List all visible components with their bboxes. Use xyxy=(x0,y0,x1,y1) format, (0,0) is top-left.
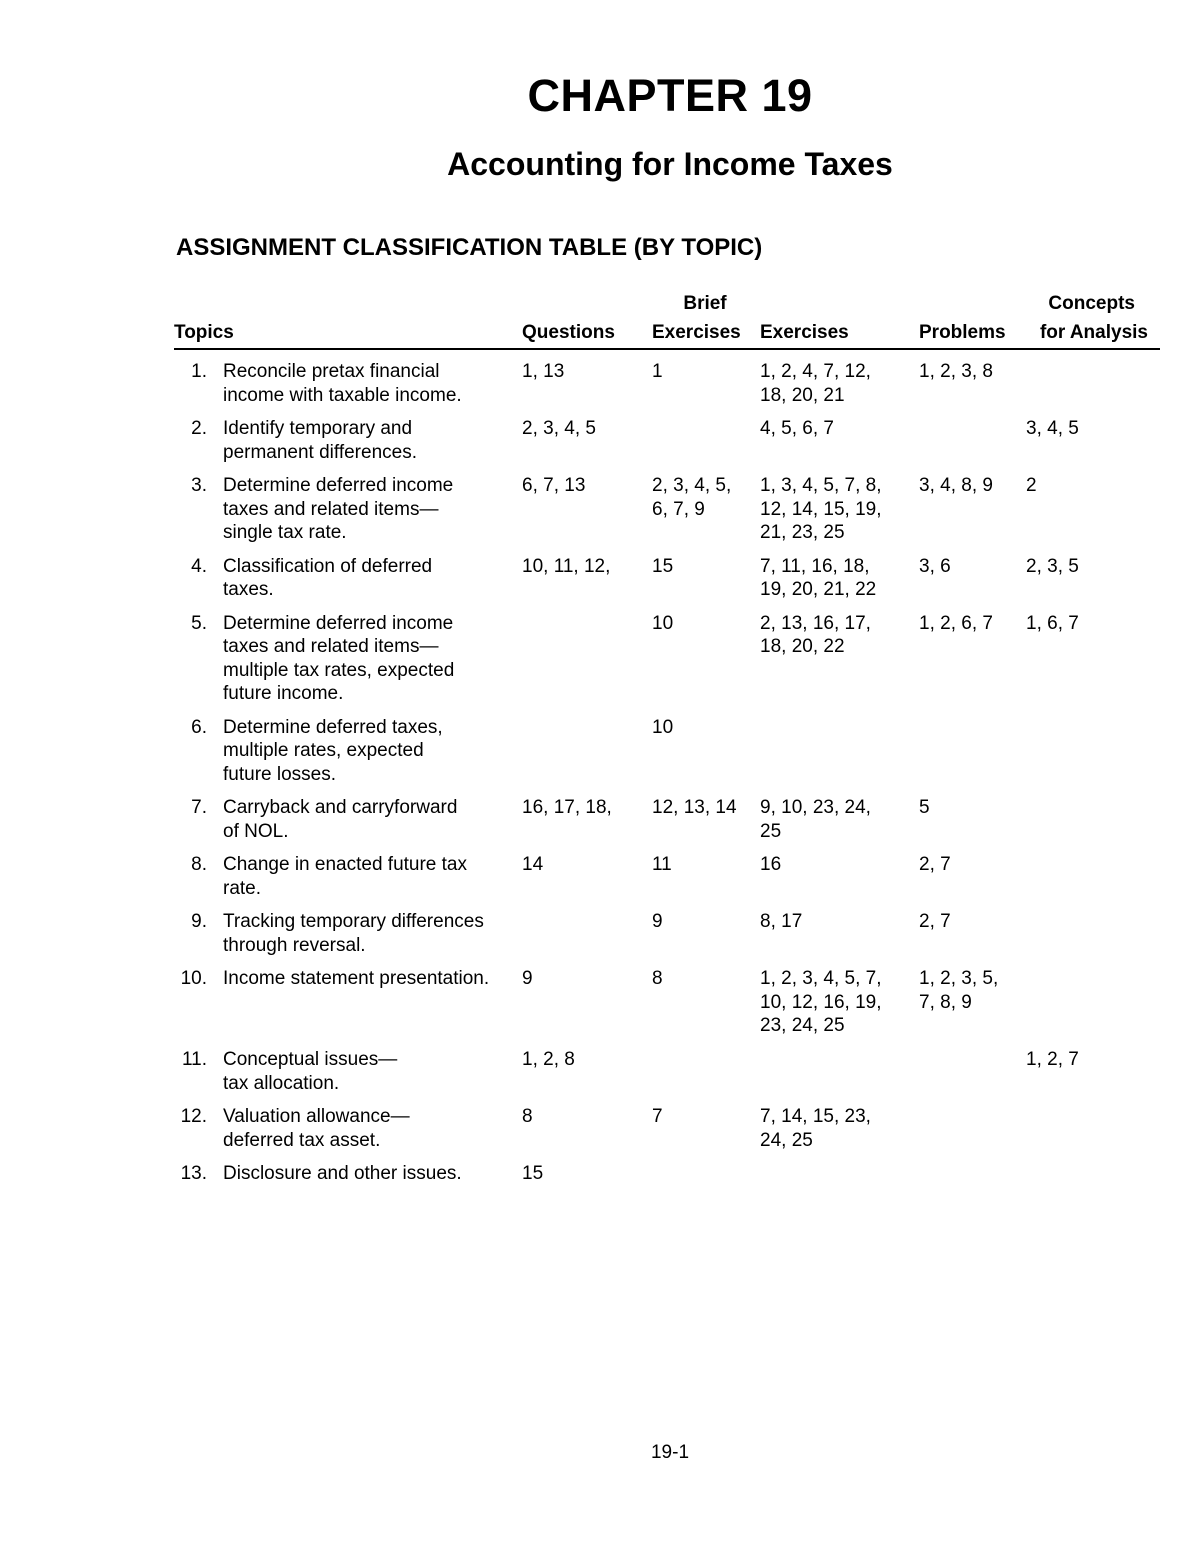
table-row xyxy=(174,1152,1160,1186)
topic-cell: Tracking temporary differences through reversal. xyxy=(223,911,484,956)
table-row xyxy=(174,1095,1160,1152)
questions-cell: 2, 3, 4, 5 xyxy=(522,418,596,439)
questions-cell: 6, 7, 13 xyxy=(522,475,586,496)
exercises-cell: 7, 14, 15, 23, 24, 25 xyxy=(760,1106,871,1151)
exercises-cell: 4, 5, 6, 7 xyxy=(760,418,834,439)
topic-cell: Conceptual issues— tax allocation. xyxy=(223,1049,398,1094)
problems-cell: 2, 7 xyxy=(919,854,951,875)
problems-cell: 2, 7 xyxy=(919,911,951,932)
brief-exercises-cell: 7 xyxy=(652,1106,663,1127)
exercises-cell: 16 xyxy=(760,854,782,875)
header-concepts-top: Concepts xyxy=(1048,293,1135,314)
topic-cell: Change in enacted future tax rate. xyxy=(223,854,468,899)
topic-cell: Determine deferred taxes, multiple rates, expected future losses. xyxy=(223,716,443,785)
topic-cell: Income statement presentation. xyxy=(223,968,490,989)
brief-exercises-cell: 10 xyxy=(652,612,674,634)
problems-cell: 3, 6 xyxy=(919,555,951,577)
table-row xyxy=(174,843,1160,900)
exercises-cell: 8, 17 xyxy=(760,911,803,932)
table-row xyxy=(174,1038,1160,1095)
header-concepts-bottom: for Analysis xyxy=(1039,322,1148,343)
row-number: 2. xyxy=(191,418,207,439)
table-row xyxy=(174,900,1160,957)
table-row xyxy=(174,957,1160,1038)
concepts-cell: 2 xyxy=(1026,475,1037,496)
exercises-cell: 9, 10, 23, 24, 25 xyxy=(760,797,871,842)
exercises-cell: 2, 13, 16, 17, 18, 20, 22 xyxy=(760,612,871,657)
brief-exercises-cell: 11 xyxy=(652,854,672,875)
row-number: 7. xyxy=(191,797,207,818)
concepts-cell: 2, 3, 5 xyxy=(1026,555,1079,577)
page-number: 19-1 xyxy=(650,1442,690,1463)
row-number: 6. xyxy=(191,716,207,738)
problems-cell: 1, 2, 3, 5, 7, 8, 9 xyxy=(919,968,999,1013)
row-number: 3. xyxy=(191,475,207,496)
problems-cell: 3, 4, 8, 9 xyxy=(919,475,993,496)
topic-cell: Disclosure and other issues. xyxy=(223,1163,462,1184)
header-brief-bottom: Exercises xyxy=(652,322,741,343)
brief-exercises-cell: 15 xyxy=(652,555,674,577)
concepts-cell: 1, 2, 7 xyxy=(1026,1049,1079,1070)
topic-cell: Carryback and carryforward of NOL. xyxy=(223,797,458,842)
questions-cell: 16, 17, 18, xyxy=(522,797,612,818)
assignment-classification-table xyxy=(174,292,1160,1186)
questions-cell: 1, 13 xyxy=(522,361,565,382)
questions-cell: 10, 11, 12, xyxy=(522,555,611,577)
header-topics: Topics xyxy=(174,322,234,343)
questions-cell: 1, 2, 8 xyxy=(522,1049,575,1070)
questions-cell: 8 xyxy=(522,1106,533,1127)
table-row xyxy=(174,786,1160,843)
topic-cell: Valuation allowance— deferred tax asset. xyxy=(223,1106,410,1151)
exercises-cell: 7, 11, 16, 18, 19, 20, 21, 22 xyxy=(760,555,877,600)
table-header xyxy=(174,292,1160,350)
header-brief-top: Brief xyxy=(683,293,727,314)
row-number: 9. xyxy=(191,911,207,932)
concepts-cell: 1, 6, 7 xyxy=(1026,612,1079,634)
brief-exercises-cell: 10 xyxy=(652,716,674,738)
topic-cell: Classification of deferred taxes. xyxy=(223,555,433,600)
problems-cell: 1, 2, 3, 8 xyxy=(919,361,993,382)
brief-exercises-cell: 8 xyxy=(652,968,663,989)
problems-cell: 1, 2, 6, 7 xyxy=(919,612,993,634)
brief-exercises-cell: 12, 13, 14 xyxy=(652,797,737,818)
table-row xyxy=(174,706,1160,787)
exercises-cell: 1, 2, 3, 4, 5, 7, 10, 12, 16, 19, 23, 24, 25 xyxy=(760,968,882,1036)
row-number: 11. xyxy=(181,1049,207,1070)
table-row xyxy=(174,602,1160,706)
table-row xyxy=(174,545,1160,602)
topic-cell: Determine deferred income taxes and related items— multiple tax rates, expected future income. xyxy=(223,612,455,704)
exercises-cell: 1, 3, 4, 5, 7, 8, 12, 14, 15, 19, 21, 23, 25 xyxy=(760,475,882,543)
chapter-title: CHAPTER 19 xyxy=(527,70,813,121)
exercises-cell: 1, 2, 4, 7, 12, 18, 20, 21 xyxy=(760,361,871,406)
table-row xyxy=(174,464,1160,545)
questions-cell: 14 xyxy=(522,854,544,875)
concepts-cell: 3, 4, 5 xyxy=(1026,418,1079,439)
row-number: 13. xyxy=(180,1163,207,1184)
row-number: 4. xyxy=(191,555,207,577)
brief-exercises-cell: 2, 3, 4, 5, 6, 7, 9 xyxy=(652,475,732,520)
topic-cell: Determine deferred income taxes and related items— single tax rate. xyxy=(223,475,454,543)
questions-cell: 15 xyxy=(522,1163,544,1184)
header-exercises: Exercises xyxy=(760,322,849,343)
chapter-subtitle: Accounting for Income Taxes xyxy=(447,146,893,182)
row-number: 12. xyxy=(180,1106,207,1127)
table-row xyxy=(174,407,1160,464)
row-number: 5. xyxy=(191,612,207,634)
row-number: 10. xyxy=(180,968,207,989)
section-heading: ASSIGNMENT CLASSIFICATION TABLE (BY TOPIC) xyxy=(176,234,763,261)
header-questions: Questions xyxy=(522,322,615,343)
topic-cell: Identify temporary and permanent differences. xyxy=(223,418,417,463)
header-problems: Problems xyxy=(919,322,1006,343)
brief-exercises-cell: 9 xyxy=(652,911,663,932)
questions-cell: 9 xyxy=(522,968,533,989)
topic-cell: Reconcile pretax financial income with taxable income. xyxy=(223,361,462,406)
row-number: 1. xyxy=(191,361,207,382)
table-body xyxy=(174,350,1160,1186)
problems-cell: 5 xyxy=(919,797,930,818)
brief-exercises-cell: 1 xyxy=(652,361,663,382)
row-number: 8. xyxy=(191,854,207,875)
table-row xyxy=(174,350,1160,407)
